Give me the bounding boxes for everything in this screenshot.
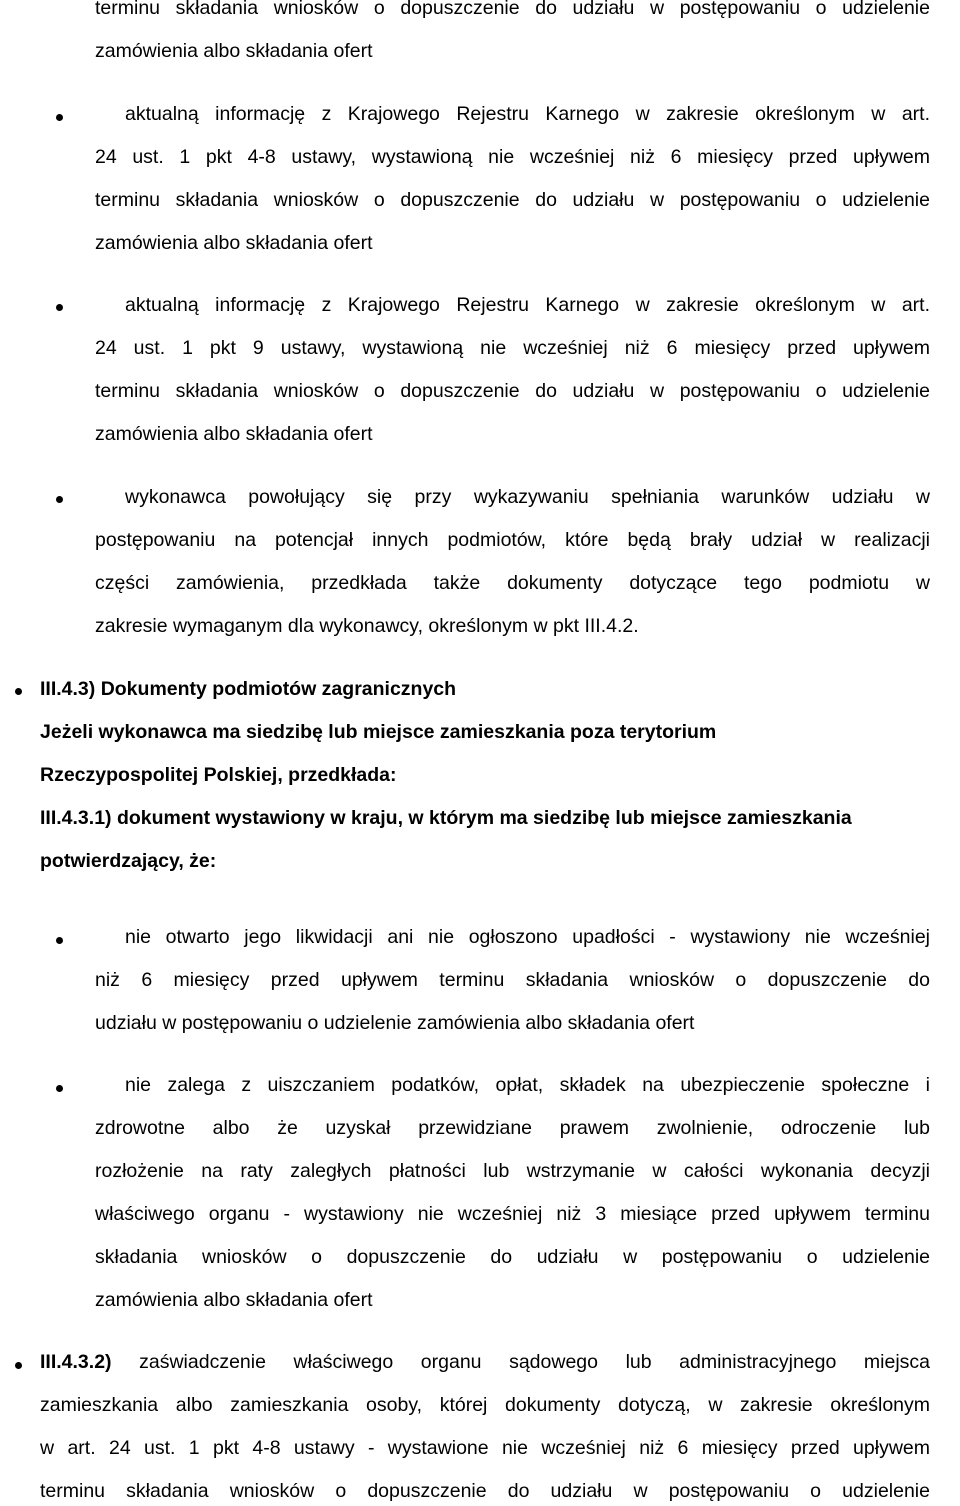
text-line: wykonawca powołujący się przy wykazywaniu spełniania warunków udziału w xyxy=(125,486,930,508)
text-line xyxy=(40,1347,930,1377)
text-line: postępowaniu na potencjał innych podmiotów, które będą brały udział w realizacji xyxy=(95,529,930,551)
text-line: 24 ust. 1 pkt 9 ustawy, wystawioną nie wcześniej niż 6 miesięcy przed upływem xyxy=(95,337,930,359)
text-line: zamówienia albo składania ofert xyxy=(95,423,373,445)
text-line: terminu składania wniosków o dopuszczenie do udziału w postępowaniu o udzielenie xyxy=(95,380,930,402)
bullet-icon xyxy=(15,688,22,695)
text-line: udziału w postępowaniu o udzielenie zamówienia albo składania ofert xyxy=(95,1012,695,1034)
text-line: zamówienia albo składania ofert xyxy=(95,232,373,254)
text-line: niż 6 miesięcy przed upływem terminu składania wniosków o dopuszczenie do xyxy=(95,969,930,991)
text-line: 24 ust. 1 pkt 4-8 ustawy, wystawioną nie wcześniej niż 6 miesięcy przed upływem xyxy=(95,146,930,168)
text-line: rozłożenie na raty zaległych płatności lub wstrzymanie w całości wykonania decyzji xyxy=(95,1160,930,1182)
text-line: części zamówienia, przedkłada także dokumenty dotyczące tego podmiotu w xyxy=(95,572,930,594)
bullet-icon xyxy=(56,304,63,311)
bullet-icon xyxy=(56,114,63,121)
bullet-icon xyxy=(56,496,63,503)
text-line: nie zalega z uiszczaniem podatków, opłat, składek na ubezpieczenie społeczne i xyxy=(125,1074,930,1096)
section-heading: III.4.3) Dokumenty podmiotów zagranicznych xyxy=(40,678,457,700)
text-line: zamówienia albo składania ofert xyxy=(95,1289,373,1311)
text-line: zamieszkania albo zamieszkania osoby, której dokumenty dotyczą, w zakresie określonym xyxy=(40,1394,930,1416)
text-line: zamówienia albo składania ofert xyxy=(95,40,373,62)
subsection-heading: III.4.3.1) dokument wystawiony w kraju, w którym ma siedzibę lub miejsce zamieszkania xyxy=(40,807,852,829)
text-line: Rzeczypospolitej Polskiej, przedkłada: xyxy=(40,764,397,786)
bullet-icon xyxy=(56,937,63,944)
bullet-icon xyxy=(15,1362,22,1369)
text-line: terminu składania wniosków o dopuszczenie do udziału w postępowaniu o udzielenie xyxy=(95,0,930,19)
text-line: terminu składania wniosków o dopuszczenie do udziału w postępowaniu o udzielenie xyxy=(40,1480,930,1502)
text-line: składania wniosków o dopuszczenie do udziału w postępowaniu o udzielenie xyxy=(95,1246,930,1268)
text-line: aktualną informację z Krajowego Rejestru Karnego w zakresie określonym w art. xyxy=(125,103,930,125)
text-line: terminu składania wniosków o dopuszczenie do udziału w postępowaniu o udzielenie xyxy=(95,189,930,211)
text-line: właściwego organu - wystawiony nie wcześniej niż 3 miesiące przed upływem terminu xyxy=(95,1203,930,1225)
text-line: Jeżeli wykonawca ma siedzibę lub miejsce zamieszkania poza terytorium xyxy=(40,721,717,743)
subsection-text: zaświadczenie właściwego organu sądowego lub administracyjnego miejsca xyxy=(139,1351,930,1373)
text-line: potwierdzający, że: xyxy=(40,850,217,872)
text-line: w art. 24 ust. 1 pkt 4-8 ustawy - wystawione nie wcześniej niż 6 miesięcy przed upływem xyxy=(40,1437,930,1459)
subsection-number: III.4.3.2) xyxy=(40,1351,112,1373)
text-line: zdrowotne albo że uzyskał przewidziane prawem zwolnienie, odroczenie lub xyxy=(95,1117,930,1139)
text-line: aktualną informację z Krajowego Rejestru Karnego w zakresie określonym w art. xyxy=(125,294,930,316)
text-line: nie otwarto jego likwidacji ani nie ogłoszono upadłości - wystawiony nie wcześniej xyxy=(125,926,930,948)
bullet-icon xyxy=(56,1085,63,1092)
text-line: zakresie wymaganym dla wykonawcy, określonym w pkt III.4.2. xyxy=(95,615,639,637)
